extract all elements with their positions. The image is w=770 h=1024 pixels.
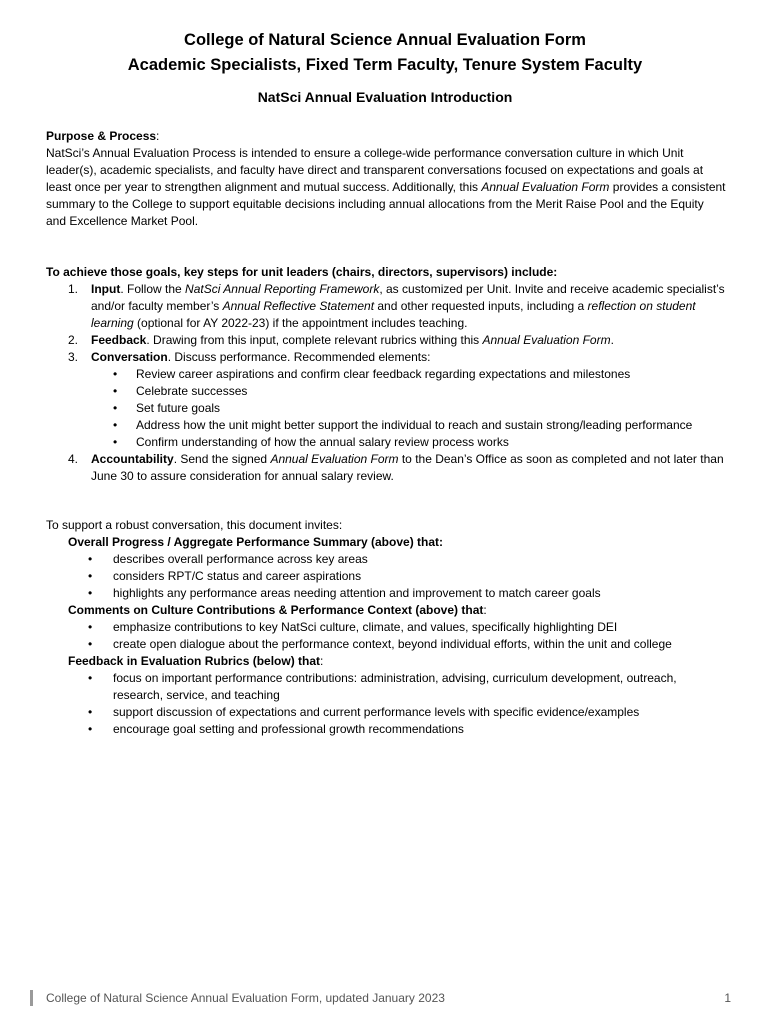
list-item-text: create open dialogue about the performance context, beyond individual efforts, within the unit and college [113, 637, 672, 651]
purpose-text-a: NatSci’s Annual Evaluation Process is intended to ensure a college-wide performance conversation culture in which Unit leader(s), academic specialists, and faculty have direct and transparent conversations focused on expectations and goals at least once per year to strengthen alignment and mutual success. Additionally, this [46, 146, 704, 194]
list-item-text: considers RPT/C status and career aspirations [113, 569, 362, 583]
step-text-em: Annual Evaluation Form [482, 333, 611, 347]
bullet-icon: • [88, 586, 93, 600]
list-item-text: Review career aspirations and confirm clear feedback regarding expectations and milestones [136, 367, 631, 381]
purpose-colon: : [156, 129, 160, 143]
section-heading-evaluation-rubrics [46, 653, 726, 670]
title-line-1: College of Natural Science Annual Evaluation Form [184, 31, 586, 49]
list-item [46, 704, 726, 721]
steps-heading: To achieve those goals, key steps for unit leaders (chairs, directors, supervisors) include: [46, 265, 558, 279]
footer-divider [30, 990, 33, 1006]
section-subtitle: NatSci Annual Evaluation Introduction [257, 89, 513, 105]
list-item [46, 721, 726, 738]
list-item [46, 636, 726, 653]
section-heading-suffix: : [483, 603, 487, 617]
page-footer [30, 990, 740, 1006]
step-term: Input [91, 282, 121, 296]
list-item-text: highlights any performance areas needing attention and improvement to match career goals [113, 586, 601, 600]
list-item [91, 400, 726, 417]
bullet-icon: • [113, 418, 118, 432]
step-number: 3. [68, 350, 79, 364]
list-item [46, 619, 726, 636]
list-item [46, 551, 726, 568]
step-text: . [610, 333, 614, 347]
list-item-text: describes overall performance across key areas [113, 552, 368, 566]
list-item-text: encourage goal setting and professional growth recommendations [113, 722, 464, 736]
title-line-2: Academic Specialists, Fixed Term Faculty, Tenure System Faculty [127, 56, 643, 74]
step-text: . Discuss performance. Recommended elements: [167, 350, 431, 364]
bullet-icon: • [113, 401, 118, 415]
section-heading-text: Overall Progress / Aggregate Performance Summary (above) that: [68, 535, 444, 549]
step-text: . Follow the [120, 282, 186, 296]
bullet-icon: • [88, 620, 93, 634]
list-item-text: Celebrate successes [136, 384, 248, 398]
step-text-em: NatSci Annual Reporting Framework [185, 282, 380, 296]
bullet-icon: • [113, 367, 118, 381]
step-feedback [46, 332, 726, 349]
page-number: 1 [724, 991, 731, 1005]
step-text: to the Dean’s Office as soon as completed and not later than June 30 to assure consideration for annual salary review. [91, 452, 724, 483]
section-heading-suffix: : [320, 654, 324, 668]
list-item-text: support discussion of expectations and current performance levels with specific evidence/examples [113, 705, 640, 719]
culture-contributions-list [46, 619, 726, 653]
section-heading-culture-contributions [46, 602, 726, 619]
support-intro: To support a robust conversation, this document invites: [46, 518, 343, 532]
steps-list [46, 281, 726, 485]
list-item-text: Address how the unit might better support the individual to reach and sustain strong/leading performance [136, 418, 693, 432]
step-input [46, 281, 726, 332]
bullet-icon: • [88, 637, 93, 651]
list-item-text: focus on important performance contributions: administration, advising, curriculum development, outreach, research, service, and teaching [113, 671, 677, 702]
document-body [46, 128, 726, 738]
list-item-text: Confirm understanding of how the annual salary review process works [136, 435, 509, 449]
bullet-icon: • [88, 705, 93, 719]
step-number: 4. [68, 452, 79, 466]
step-text: . Send the signed [173, 452, 271, 466]
list-item [91, 434, 726, 451]
list-item [46, 568, 726, 585]
conversation-elements-list [91, 366, 726, 451]
bullet-icon: • [88, 552, 93, 566]
bullet-icon: • [113, 384, 118, 398]
step-text-em: Annual Reflective Statement [222, 299, 375, 313]
step-accountability [46, 451, 726, 485]
list-item-text: emphasize contributions to key NatSci culture, climate, and values, specifically highlighting DEI [113, 620, 618, 634]
step-term: Feedback [91, 333, 147, 347]
list-item [91, 417, 726, 434]
document-title [0, 28, 770, 78]
step-text-em: Annual Evaluation Form [270, 452, 399, 466]
purpose-label: Purpose & Process [46, 129, 157, 143]
list-item [91, 383, 726, 400]
section-heading-text: Comments on Culture Contributions & Performance Context (above) that [68, 603, 484, 617]
footer-text: College of Natural Science Annual Evaluation Form, updated January 2023 [46, 991, 445, 1005]
bullet-icon: • [88, 569, 93, 583]
list-item [46, 670, 726, 704]
step-text: . Drawing from this input, complete relevant rubrics withing this [146, 333, 483, 347]
purpose-paragraph [46, 145, 726, 230]
section-heading-overall-progress [46, 534, 726, 551]
step-term: Accountability [91, 452, 174, 466]
list-item [91, 366, 726, 383]
purpose-text-em: Annual Evaluation Form [481, 180, 610, 194]
evaluation-rubrics-list [46, 670, 726, 738]
section-heading-text: Feedback in Evaluation Rubrics (below) that [68, 654, 321, 668]
list-item [46, 585, 726, 602]
purpose-label-line [46, 128, 726, 145]
step-text: and other requested inputs, including a [374, 299, 588, 313]
overall-progress-list [46, 551, 726, 602]
list-item-text: Set future goals [136, 401, 221, 415]
step-text: , as customized per Unit. Invite and receive academic specialist’s and/or faculty member’s [91, 282, 725, 313]
bullet-icon: • [88, 722, 93, 736]
step-text: (optional for AY 2022-23) if the appointment includes teaching. [133, 316, 468, 330]
step-number: 1. [68, 282, 79, 296]
step-text-em: reflection on student learning [91, 299, 696, 330]
purpose-text-b: provides a consistent summary to the College to support equitable decisions including annual allocations from the Merit Raise Pool and the Equity and Excellence Market Pool. [46, 180, 726, 228]
step-number: 2. [68, 333, 79, 347]
step-term: Conversation [91, 350, 168, 364]
bullet-icon: • [113, 435, 118, 449]
bullet-icon: • [88, 671, 93, 685]
step-conversation [46, 349, 726, 451]
